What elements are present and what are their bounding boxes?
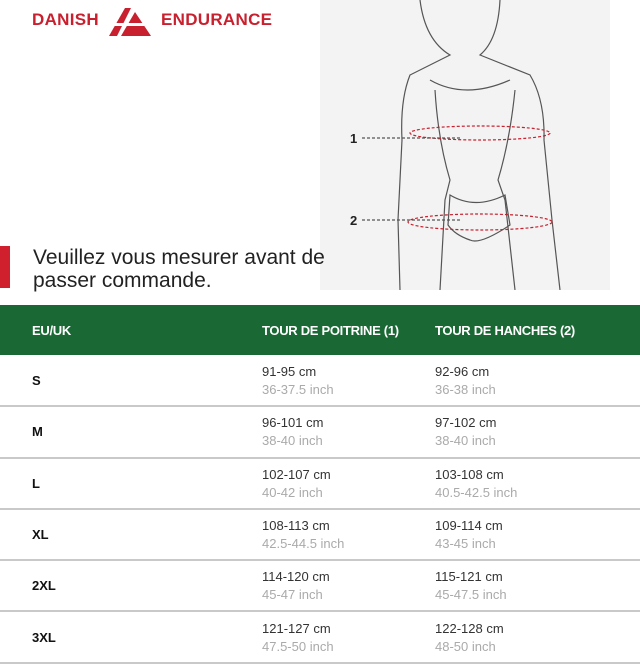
marker-2: 2 [350,213,358,228]
chest-cm: 108-113 cm [262,518,330,534]
hip-inch: 43-45 inch [435,536,496,552]
size-label: 2XL [32,578,56,594]
header-size: EU/UK [0,305,262,355]
logo-mountain-icon [105,4,155,36]
hip-cm: 109-114 cm [435,518,503,534]
chest-cm: 91-95 cm [262,363,317,379]
hip-cm: 97-102 cm [435,415,497,431]
size-chart-table [0,305,640,664]
table-row [0,560,640,611]
table-row [0,458,640,509]
chest-cm: 102-107 cm [262,466,331,482]
chest-cm: 96-101 cm [262,415,324,431]
table-row [0,406,640,457]
size-label: L [32,475,40,491]
hip-inch: 36-38 inch [435,381,496,397]
brand-logo [32,4,272,36]
chest-cm: 121-127 cm [262,620,331,636]
chest-inch: 47.5-50 inch [262,638,334,654]
marker-1: 1 [350,131,358,146]
size-label: M [32,424,43,440]
hip-cm: 115-121 cm [435,569,503,585]
table-row [0,355,640,406]
chest-inch: 38-40 inch [262,433,323,449]
size-label: 3XL [32,629,56,645]
hip-cm: 92-96 cm [435,363,490,379]
size-label: XL [32,527,49,543]
brand-right: ENDURANCE [160,10,273,29]
hip-cm: 103-108 cm [435,466,504,482]
hip-inch: 48-50 inch [435,638,496,654]
header-chest: TOUR DE POITRINE (1) [262,305,435,355]
page-headline: Veuillez vous mesurer avant de passer commande. [33,246,325,292]
brand-left: DANISH [32,10,99,29]
accent-bar [0,246,10,288]
hip-cm: 122-128 cm [435,620,504,636]
table-row [0,611,640,662]
hip-inch: 45-47.5 inch [435,587,507,603]
chest-inch: 40-42 inch [262,484,323,500]
body-measurement-illustration [320,0,610,290]
hip-inch: 40.5-42.5 inch [435,484,518,500]
chest-inch: 36-37.5 inch [262,381,334,397]
table-row [0,509,640,560]
chest-cm: 114-120 cm [262,569,330,585]
hip-inch: 38-40 inch [435,433,496,449]
header-hips: TOUR DE HANCHES (2) [435,305,640,355]
table-header [0,305,640,355]
chest-inch: 42.5-44.5 inch [262,536,345,552]
size-label: S [32,372,41,388]
chest-inch: 45-47 inch [262,587,323,603]
